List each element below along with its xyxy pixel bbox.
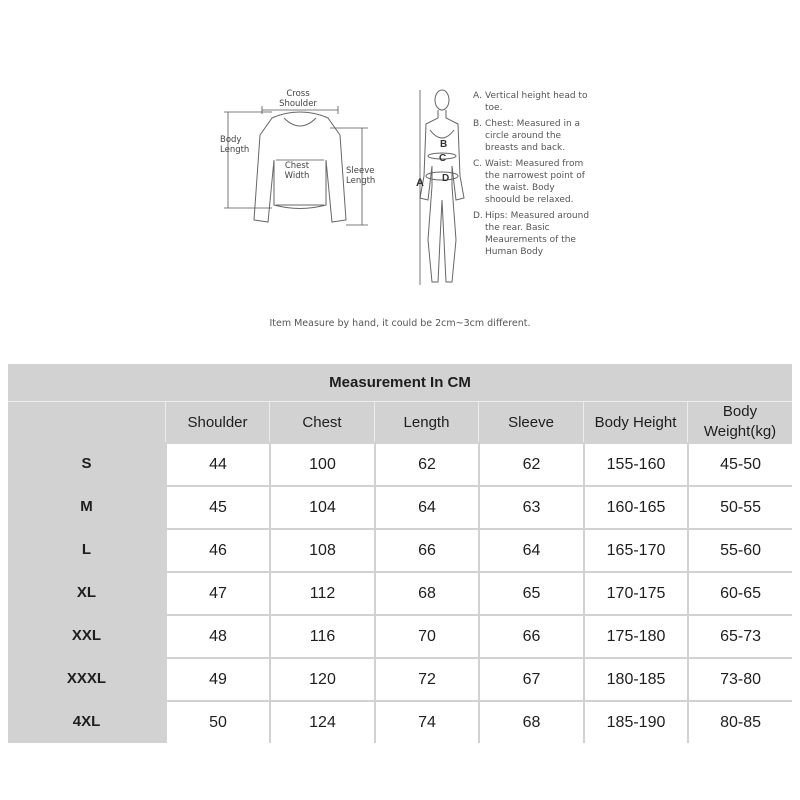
sleeve-cell: 63	[478, 485, 583, 528]
legend-entry-c	[473, 158, 593, 206]
length-cell: 66	[374, 528, 478, 571]
chest-width-label-2: Width	[284, 171, 310, 181]
legend-entry-a	[473, 90, 593, 114]
body-weight-cell: 73-80	[687, 657, 792, 700]
shoulder-cell: 50	[165, 700, 269, 743]
length-cell: 64	[374, 485, 478, 528]
legend-key: C.	[473, 159, 483, 169]
legend-key: A.	[473, 91, 482, 101]
shoulder-cell: 44	[165, 442, 269, 485]
legend-text: Hips: Measured around the rear. Basic Meaurements of the Human Body	[485, 211, 590, 257]
size-label: S	[8, 442, 165, 485]
chest-cell: 104	[269, 485, 374, 528]
body-length-arrow	[224, 112, 272, 208]
body-height-cell: 185-190	[583, 700, 687, 743]
header-chest: Chest	[269, 402, 374, 442]
length-cell: 74	[374, 700, 478, 743]
body-weight-cell: 45-50	[687, 442, 792, 485]
body-weight-cell: 50-55	[687, 485, 792, 528]
body-weight-cell: 55-60	[687, 528, 792, 571]
table-row	[8, 528, 792, 571]
legend-text: Vertical height head to toe.	[485, 91, 588, 113]
table-row	[8, 442, 792, 485]
chest-cell: 120	[269, 657, 374, 700]
chest-cell: 112	[269, 571, 374, 614]
header-row	[8, 402, 792, 442]
sleeve-cell: 66	[478, 614, 583, 657]
table-row	[8, 700, 792, 743]
sleeve-cell: 67	[478, 657, 583, 700]
legend-text: Chest: Measured in a circle around the breasts and back.	[485, 119, 581, 153]
sleeve-length-label-1: Sleeve	[346, 166, 375, 176]
body-height-cell: 170-175	[583, 571, 687, 614]
legend-text: Waist: Measured from the narrowest point of the waist. Body shoould be relaxed.	[485, 159, 585, 205]
chest-cell: 116	[269, 614, 374, 657]
body-weight-cell: 65-73	[687, 614, 792, 657]
size-label: XXXL	[8, 657, 165, 700]
length-cell: 70	[374, 614, 478, 657]
legend-key: B.	[473, 119, 483, 129]
sleeve-cell: 65	[478, 571, 583, 614]
body-height-cell: 160-165	[583, 485, 687, 528]
table-row	[8, 485, 792, 528]
size-chart	[8, 364, 792, 743]
letter-a: A	[416, 177, 424, 189]
header-sleeve: Sleeve	[478, 402, 583, 442]
sleeve-length-label-2: Length	[346, 176, 376, 186]
sleeve-cell: 64	[478, 528, 583, 571]
letter-b: B	[440, 139, 448, 150]
size-label: 4XL	[8, 700, 165, 743]
shoulder-cell: 46	[165, 528, 269, 571]
body-weight-cell: 60-65	[687, 571, 792, 614]
measurement-legend	[473, 90, 593, 262]
chest-cell: 124	[269, 700, 374, 743]
length-cell: 62	[374, 442, 478, 485]
length-cell: 72	[374, 657, 478, 700]
header-body-height: Body Height	[583, 402, 687, 442]
table-row	[8, 657, 792, 700]
letter-c: C	[439, 153, 447, 164]
header-shoulder: Shoulder	[165, 402, 269, 442]
body-height-cell: 155-160	[583, 442, 687, 485]
letter-d: D	[442, 173, 450, 184]
measurement-diagram	[0, 0, 800, 345]
legend-key: D.	[473, 211, 483, 221]
sleeve-cell: 68	[478, 700, 583, 743]
size-table	[8, 364, 792, 743]
header-length: Length	[374, 402, 478, 442]
chest-cell: 108	[269, 528, 374, 571]
sleeve-cell: 62	[478, 442, 583, 485]
human-body-illustration	[420, 90, 464, 282]
table-title: Measurement In CM	[8, 364, 792, 402]
cross-shoulder-label-1: Cross	[286, 89, 310, 99]
legend-entry-b	[473, 118, 593, 154]
size-label: XXL	[8, 614, 165, 657]
body-weight-cell: 80-85	[687, 700, 792, 743]
table-row	[8, 571, 792, 614]
header-body-weight: Body Weight(kg)	[687, 402, 792, 442]
length-cell: 68	[374, 571, 478, 614]
shoulder-cell: 48	[165, 614, 269, 657]
legend-entry-d	[473, 210, 593, 258]
size-label: XL	[8, 571, 165, 614]
body-length-label-1: Body	[220, 135, 242, 145]
body-height-cell: 180-185	[583, 657, 687, 700]
size-label: M	[8, 485, 165, 528]
chest-cell: 100	[269, 442, 374, 485]
size-label: L	[8, 528, 165, 571]
diagram-figures	[0, 0, 800, 345]
shoulder-cell: 45	[165, 485, 269, 528]
measure-note: Item Measure by hand, it could be 2cm~3cm different.	[269, 318, 531, 329]
body-height-cell: 165-170	[583, 528, 687, 571]
body-height-cell: 175-180	[583, 614, 687, 657]
body-length-label-2: Length	[220, 145, 250, 155]
header-corner	[8, 402, 165, 442]
chest-width-label-1: Chest	[284, 161, 310, 171]
shoulder-cell: 47	[165, 571, 269, 614]
table-row	[8, 614, 792, 657]
cross-shoulder-label-2: Shoulder	[279, 99, 317, 109]
shoulder-cell: 49	[165, 657, 269, 700]
